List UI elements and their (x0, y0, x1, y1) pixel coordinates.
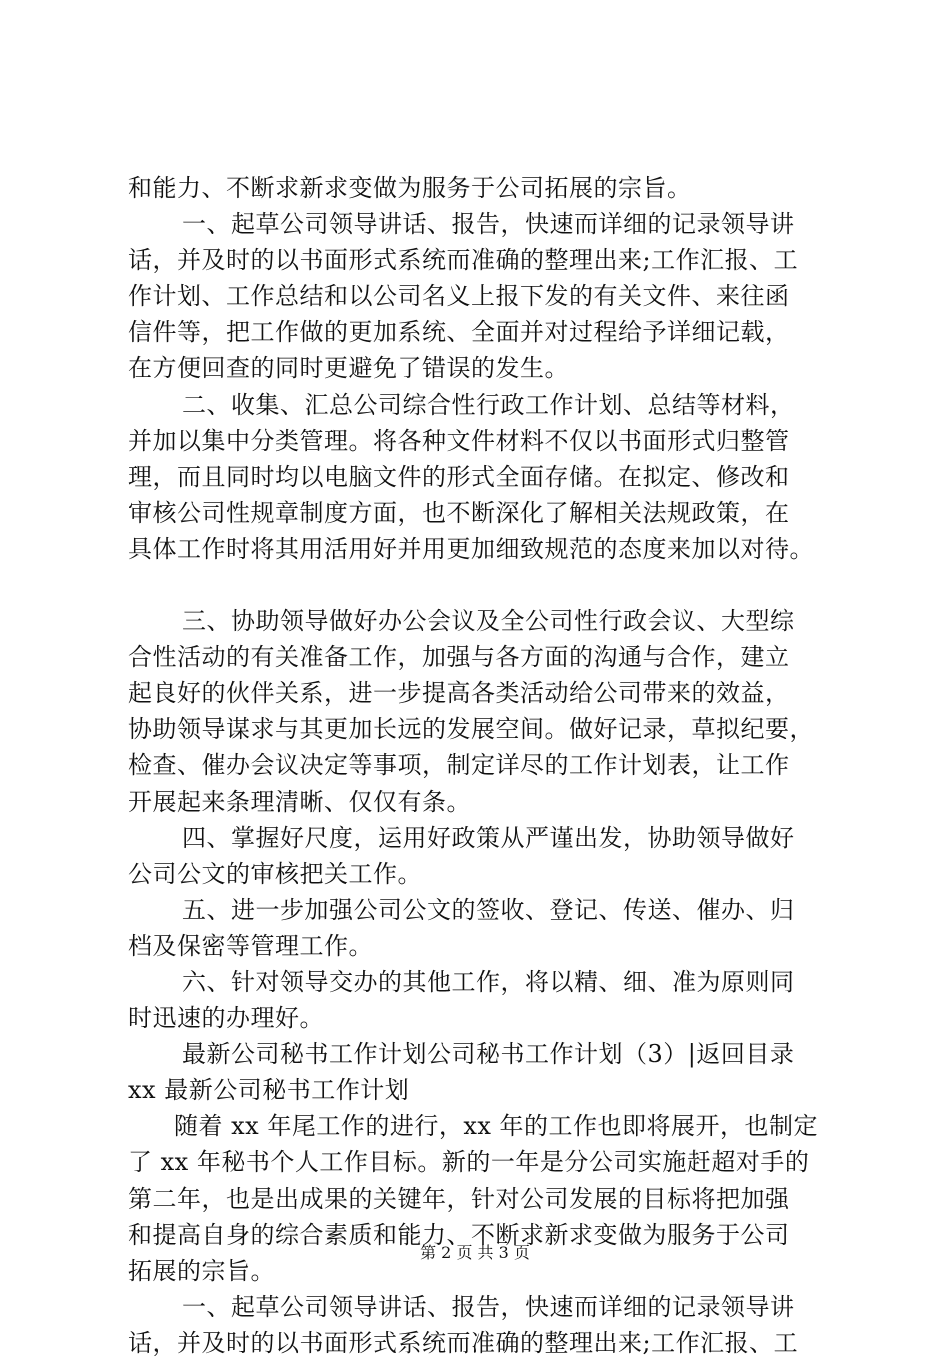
text-line: 公司公文的审核把关工作。 (128, 859, 422, 888)
text-line: 第二年，也是出成果的关键年，针对公司发展的目标将把加强 (128, 1184, 790, 1213)
text-line: 六、针对领导交办的其他工作，将以精、细、准为原则同 (182, 967, 795, 996)
document-body (128, 170, 848, 1361)
text-line: 五、进一步加强公司公文的签收、登记、传送、催办、归 (182, 895, 795, 924)
text-line: 档及保密等管理工作。 (128, 931, 373, 960)
text-line: 话，并及时的以书面形式系统而准确的整理出来;工作汇报、工 (128, 1328, 799, 1357)
text-line: 拓展的宗旨。 (128, 1256, 275, 1285)
text-line: 在方便回查的同时更避免了错误的发生。 (128, 354, 569, 383)
text-line: 二、收集、汇总公司综合性行政工作计划、总结等材料， (182, 390, 795, 419)
text-line: 起良好的伙伴关系，进一步提高各类活动给公司带来的效益， (128, 679, 790, 708)
text-line: 话，并及时的以书面形式系统而准确的整理出来;工作汇报、工 (128, 246, 799, 275)
text-line: 和提高自身的综合素质和能力、不断求新求变做为服务于公司 (128, 1220, 790, 1249)
text-line: 具体工作时将其用活用好并用更加细致规范的态度来加以对待。 (128, 534, 814, 563)
text-line: 一、起草公司领导讲话、报告，快速而详细的记录领导讲 (182, 1292, 795, 1321)
text-line: 一、起草公司领导讲话、报告，快速而详细的记录领导讲 (182, 210, 795, 239)
section-heading: 最新公司秘书工作计划公司秘书工作计划（3）|返回目录 (182, 1040, 795, 1069)
text-line: 三、协助领导做好办公会议及全公司性行政会议、大型综 (182, 607, 795, 636)
text-line: 随着 xx 年尾工作的进行，xx 年的工作也即将展开，也制定 (174, 1112, 819, 1141)
text-line: 合性活动的有关准备工作，加强与各方面的沟通与合作，建立 (128, 643, 790, 672)
section-heading: xx 最新公司秘书工作计划 (128, 1076, 410, 1105)
text-line: 作计划、工作总结和以公司名义上报下发的有关文件、来往函 (128, 282, 790, 311)
text-line: 理，而且同时均以电脑文件的形式全面存储。在拟定、修改和 (128, 462, 790, 491)
page-number: 第 2 页 共 3 页 (420, 1243, 530, 1262)
text-line: 开展起来条理清晰、仅仅有条。 (128, 787, 471, 816)
text-line: 协助领导谋求与其更加长远的发展空间。做好记录，草拟纪要， (128, 715, 814, 744)
text-line: 并加以集中分类管理。将各种文件材料不仅以书面形式归整管 (128, 426, 790, 455)
text-line: 四、掌握好尺度，运用好政策从严谨出发，协助领导做好 (182, 823, 795, 852)
text-line: 检查、催办会议决定等事项，制定详尽的工作计划表，让工作 (128, 751, 790, 780)
text-line: 信件等，把工作做的更加系统、全面并对过程给予详细记载， (128, 318, 790, 347)
text-line: 时迅速的办理好。 (128, 1004, 324, 1033)
text-line: 审核公司性规章制度方面，也不断深化了解相关法规政策，在 (128, 498, 790, 527)
text-line: 了 xx 年秘书个人工作目标。新的一年是分公司实施赶超对手的 (128, 1148, 810, 1177)
text-line: 和能力、不断求新求变做为服务于公司拓展的宗旨。 (128, 174, 692, 202)
